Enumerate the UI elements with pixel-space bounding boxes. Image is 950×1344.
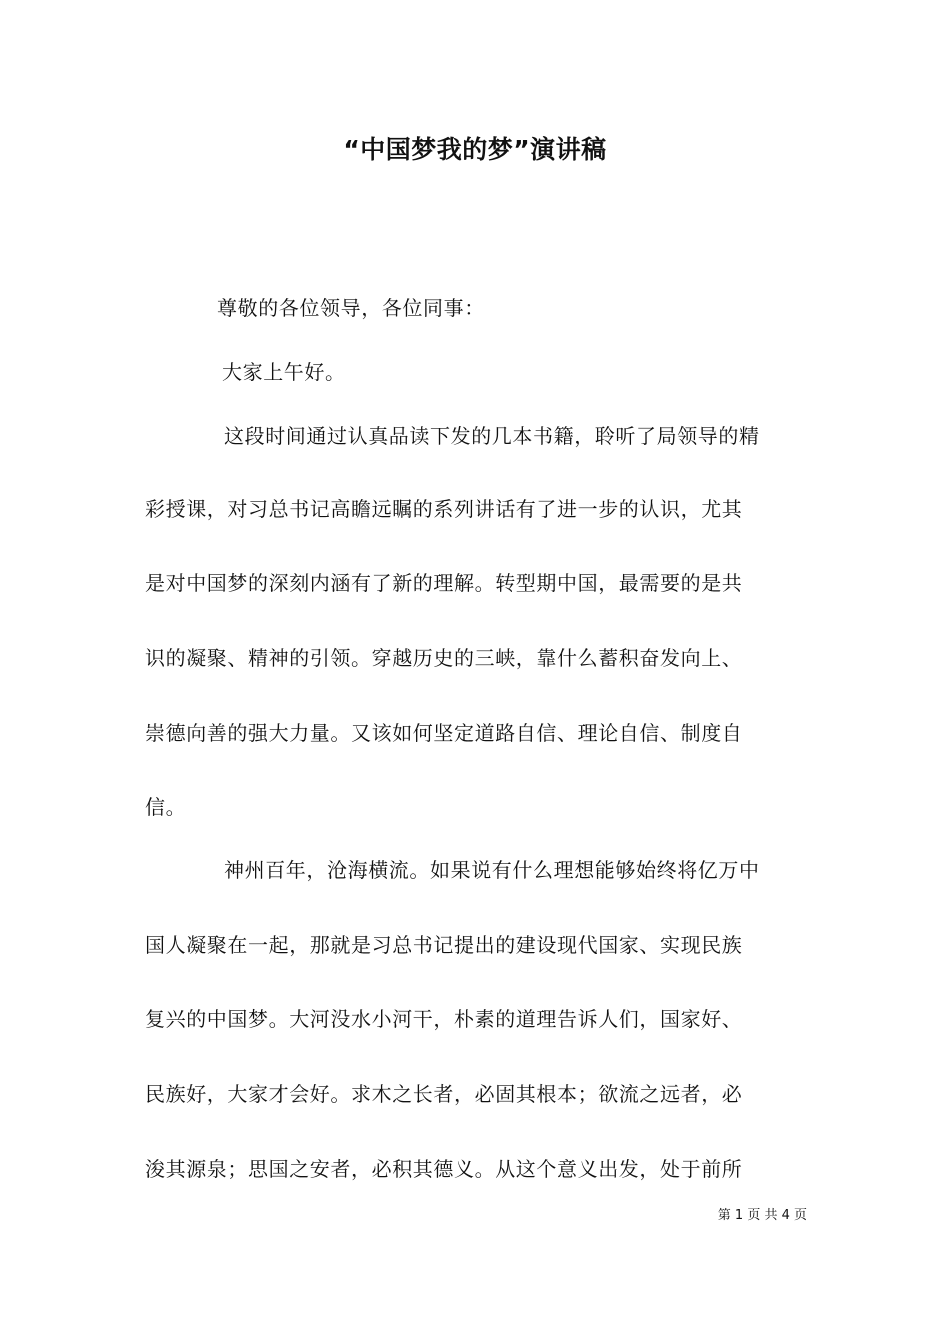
page-number-footer: 第 1 页 共 4 页 [717, 1208, 807, 1223]
document-title: “中国梦我的梦”演讲稿 [343, 135, 607, 164]
salutation: 尊敬的各位领导，各位同事： [217, 296, 485, 320]
greeting: 大家上午好。 [222, 360, 346, 384]
paragraph-1-line-4: 识的凝聚、精神的引领。穿越历史的三峡，靠什么蓄积奋发向上、 [145, 646, 743, 670]
paragraph-2-line-1: 神州百年，沧海横流。如果说有什么理想能够始终将亿万中 [224, 858, 760, 882]
paragraph-2-line-2: 国人凝聚在一起，那就是习总书记提出的建设现代国家、实现民族 [145, 933, 743, 957]
paragraph-1-line-6: 信。 [145, 795, 187, 819]
paragraph-2-line-3: 复兴的中国梦。大河没水小河干，朴素的道理告诉人们，国家好、 [145, 1007, 743, 1031]
paragraph-2-line-4: 民族好，大家才会好。求木之长者，必固其根本；欲流之远者，必 [145, 1082, 743, 1106]
paragraph-1-line-3: 是对中国梦的深刻内涵有了新的理解。转型期中国，最需要的是共 [145, 571, 743, 595]
paragraph-1-line-2: 彩授课，对习总书记高瞻远瞩的系列讲话有了进一步的认识，尤其 [145, 497, 743, 521]
paragraph-2-line-5: 浚其源泉；思国之安者，必积其德义。从这个意义出发，处于前所 [145, 1157, 743, 1181]
paragraph-1-line-5: 崇德向善的强大力量。又该如何坚定道路自信、理论自信、制度自 [145, 721, 743, 745]
paragraph-1-line-1: 这段时间通过认真品读下发的几本书籍，聆听了局领导的精 [224, 424, 760, 448]
